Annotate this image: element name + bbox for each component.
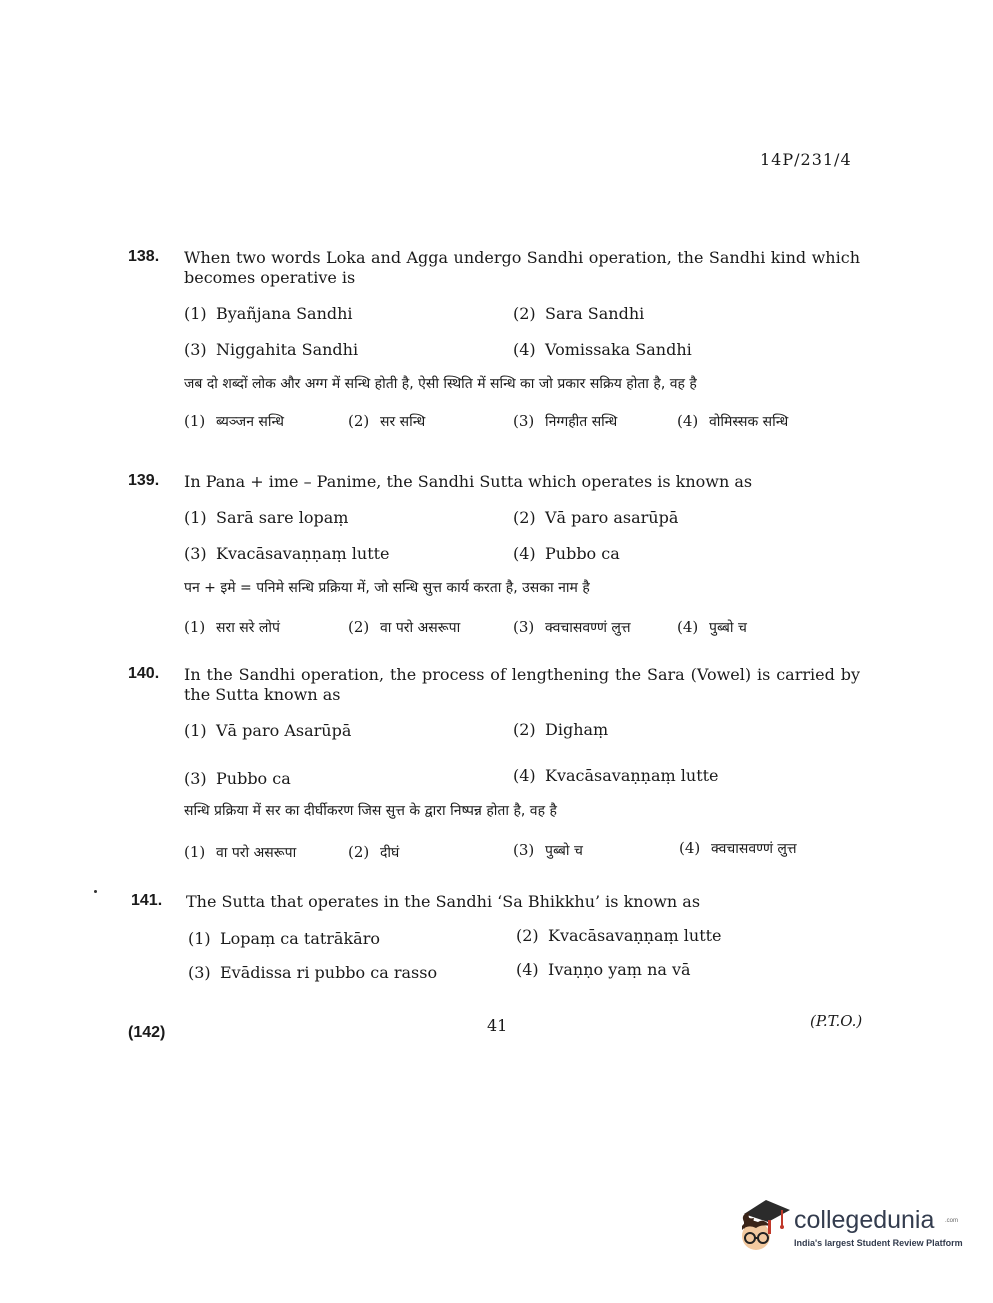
question-text: The Sutta that operates in the Sandhi ‘Sa Bhikkhu’ is known as [186, 892, 701, 911]
logo-wordmark: collegedunia [794, 1206, 935, 1234]
paper-code: 14P/231/4 [760, 150, 852, 169]
hindi-option-4: (4) क्वचासवण्णं लुत्त [679, 839, 797, 857]
hindi-option-3: (3) क्वचासवण्णं लुत्त [513, 618, 631, 636]
question-number: 139. [128, 472, 160, 489]
hindi-option-3: (3) पुब्बो च [513, 841, 583, 859]
option-1: (1) Vā paro Asarūpā [184, 721, 352, 740]
hindi-question-text: सन्धि प्रक्रिया में सर का दीर्घीकरण जिस सुत्त के द्वारा निष्पन्न होता है, वह है [184, 803, 557, 819]
pto-label: (P.T.O.) [810, 1012, 863, 1030]
hindi-option-2: (2) सर सन्धि [348, 412, 426, 430]
option-4: (4) Pubbo ca [513, 544, 620, 563]
booklet-number: (142) [128, 1024, 166, 1041]
option-3: (3) Pubbo ca [184, 769, 291, 788]
question-text: When two words Loka and Agga undergo Sandhi operation, the Sandhi kind which becomes operative is [184, 248, 860, 287]
option-4: (4) Ivaṇṇo yaṃ na vā [516, 960, 691, 979]
question-number: 141. [131, 892, 163, 909]
question-text: In Pana + ime – Panime, the Sandhi Sutta which operates is known as [184, 472, 753, 491]
hindi-option-4: (4) वोमिस्सक सन्धि [677, 412, 789, 430]
hindi-option-2: (2) वा परो असरूपा [348, 618, 461, 636]
hindi-question-text: पन + इमे = पनिमे सन्धि प्रक्रिया में, जो सन्धि सुत्त कार्य करता है, उसका नाम है [184, 580, 590, 596]
option-2: (2) Vā paro asarūpā [513, 508, 679, 527]
scan-speck [94, 890, 97, 893]
question-text: In the Sandhi operation, the process of lengthening the Sara (Vowel) is carried by the Sutta known as [184, 665, 860, 704]
question-number: 138. [128, 248, 160, 265]
hindi-question-text: जब दो शब्दों लोक और अग्ग में सन्धि होती है, ऐसी स्थिति में सन्धि का जो प्रकार सक्रिय होता है, वह है [184, 376, 697, 392]
hindi-option-2: (2) दीघं [348, 843, 400, 861]
option-4: (4) Vomissaka Sandhi [513, 340, 692, 359]
option-2: (2) Sara Sandhi [513, 304, 645, 323]
logo-suffix: .com [945, 1218, 959, 1224]
option-3: (3) Niggahita Sandhi [184, 340, 359, 359]
option-1: (1) Byañjana Sandhi [184, 304, 353, 323]
collegedunia-logo [736, 1196, 966, 1258]
page-number: 41 [487, 1016, 508, 1035]
option-1: (1) Lopaṃ ca tatrākāro [188, 929, 380, 948]
option-3: (3) Kvacāsavaṇṇaṃ lutte [184, 544, 390, 563]
hindi-option-1: (1) ब्यञ्जन सन्धि [184, 412, 284, 430]
option-4: (4) Kvacāsavaṇṇaṃ lutte [513, 766, 719, 785]
hindi-option-4: (4) पुब्बो च [677, 618, 747, 636]
question-number: 140. [128, 665, 160, 682]
hindi-option-3: (3) निग्गहीत सन्धि [513, 412, 618, 430]
logo-tagline: India's largest Student Review Platform [794, 1238, 963, 1248]
option-3: (3) Evādissa ri pubbo ca rasso [188, 963, 438, 982]
option-1: (1) Sarā sare lopaṃ [184, 508, 349, 527]
option-2: (2) Dighaṃ [513, 720, 609, 739]
hindi-option-1: (1) वा परो असरूपा [184, 843, 297, 861]
hindi-option-1: (1) सरा सरे लोपं [184, 618, 280, 636]
option-2: (2) Kvacāsavaṇṇaṃ lutte [516, 926, 722, 945]
mascot-icon [736, 1196, 792, 1256]
